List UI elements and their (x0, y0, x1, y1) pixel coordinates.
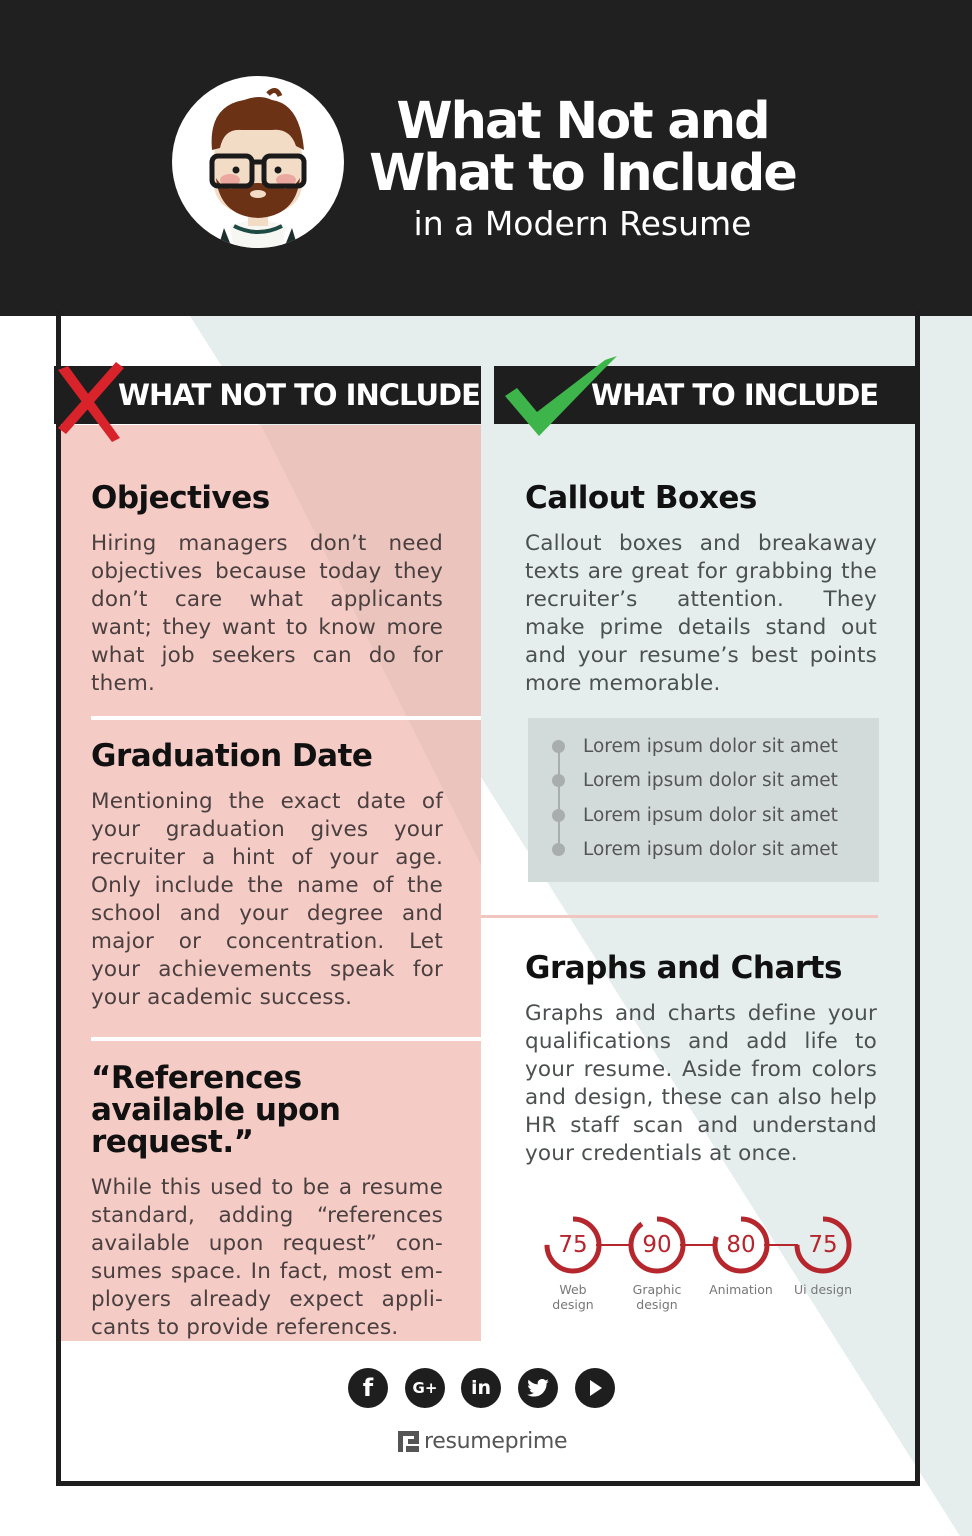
skill-ring-graphic-design: 90 (626, 1214, 688, 1276)
section-title: Objectives (91, 480, 270, 516)
callout-item: Lorem ipsum dolor sit amet (552, 736, 838, 756)
section-references (91, 1062, 461, 1342)
section-body: Graphs and charts define your qualifications and add life to your resume. Aside from colors and design, these can also help HR staff scan and understand your credentials at once. (525, 1001, 877, 1166)
include-heading: WHAT TO INCLUDE (591, 378, 879, 412)
section-title: Graduation Date (91, 738, 373, 774)
skill-ring-web-design: 75 (542, 1214, 604, 1276)
section-graphs-charts (525, 952, 877, 1168)
play-icon[interactable] (575, 1368, 615, 1408)
linkedin-icon[interactable]: in (461, 1368, 501, 1408)
timeline-line (558, 746, 560, 848)
skill-label: Web design (552, 1282, 594, 1312)
skill-ring-animation: 80 (710, 1214, 772, 1276)
title-line-1: What Not and (396, 92, 769, 151)
bullet-dot-icon (552, 809, 565, 822)
bullet-dot-icon (552, 843, 565, 856)
callout-item: Lorem ipsum dolor sit amet (552, 805, 838, 825)
header (0, 0, 972, 316)
avatar (172, 76, 344, 248)
skill-ring-ui-design: 75 (792, 1214, 854, 1276)
skill-label: Graphic design (632, 1282, 682, 1312)
callout-item: Lorem ipsum dolor sit amet (552, 839, 838, 859)
bearded-man-avatar-icon (172, 76, 344, 248)
brand-name: resumeprime (424, 1428, 568, 1454)
page-title (360, 92, 805, 243)
facebook-icon[interactable]: f (348, 1368, 388, 1408)
section-callout-boxes (525, 482, 877, 698)
brand-logo[interactable] (398, 1426, 567, 1456)
section-graduation-date (91, 740, 443, 1012)
section-body: Hiring managers don’t need objectives because today they don’t care what applicants want; they want to know more what job seekers can do for them. (91, 531, 443, 696)
green-check-icon (503, 352, 621, 438)
bullet-dot-icon (552, 740, 565, 753)
twitter-icon[interactable] (518, 1368, 558, 1408)
section-divider (91, 716, 481, 720)
resumeprime-logo-icon (398, 1431, 419, 1452)
section-body: Mentioning the exact date of your graduation gives your recruiter a hint of your age. Only include the name of the school and your degree and major or concentration. Let your achievements speak for your academic success. (91, 789, 443, 1010)
red-x-icon (54, 360, 126, 444)
title-subtitle: in a Modern Resume (413, 204, 752, 243)
skill-label: Ui design (793, 1282, 853, 1297)
section-divider (481, 915, 878, 918)
google-plus-icon[interactable]: G+ (405, 1368, 445, 1408)
section-objectives (91, 482, 443, 698)
not-include-heading: WHAT NOT TO INCLUDE (118, 378, 480, 412)
section-body: While this used to be a resume standard, adding “references available upon request” con-sumes space. In fact, most em-ployers already expect appli-cants to provide references. (91, 1175, 443, 1340)
section-title: Graphs and Charts (525, 950, 842, 986)
section-title: Callout Boxes (525, 480, 757, 516)
skill-rings (540, 1214, 860, 1314)
section-divider (91, 1037, 481, 1041)
callout-box (528, 718, 879, 882)
section-body: Callout boxes and breakaway texts are great for grabbing the recruiter’s attention. They make prime details stand out and your resume’s best points more memorable. (525, 531, 877, 696)
section-title: “References available upon request.” (91, 1060, 341, 1160)
bullet-dot-icon (552, 774, 565, 787)
skill-label: Animation (709, 1282, 773, 1297)
title-line-2: What to Include (369, 144, 796, 203)
callout-item: Lorem ipsum dolor sit amet (552, 770, 838, 790)
